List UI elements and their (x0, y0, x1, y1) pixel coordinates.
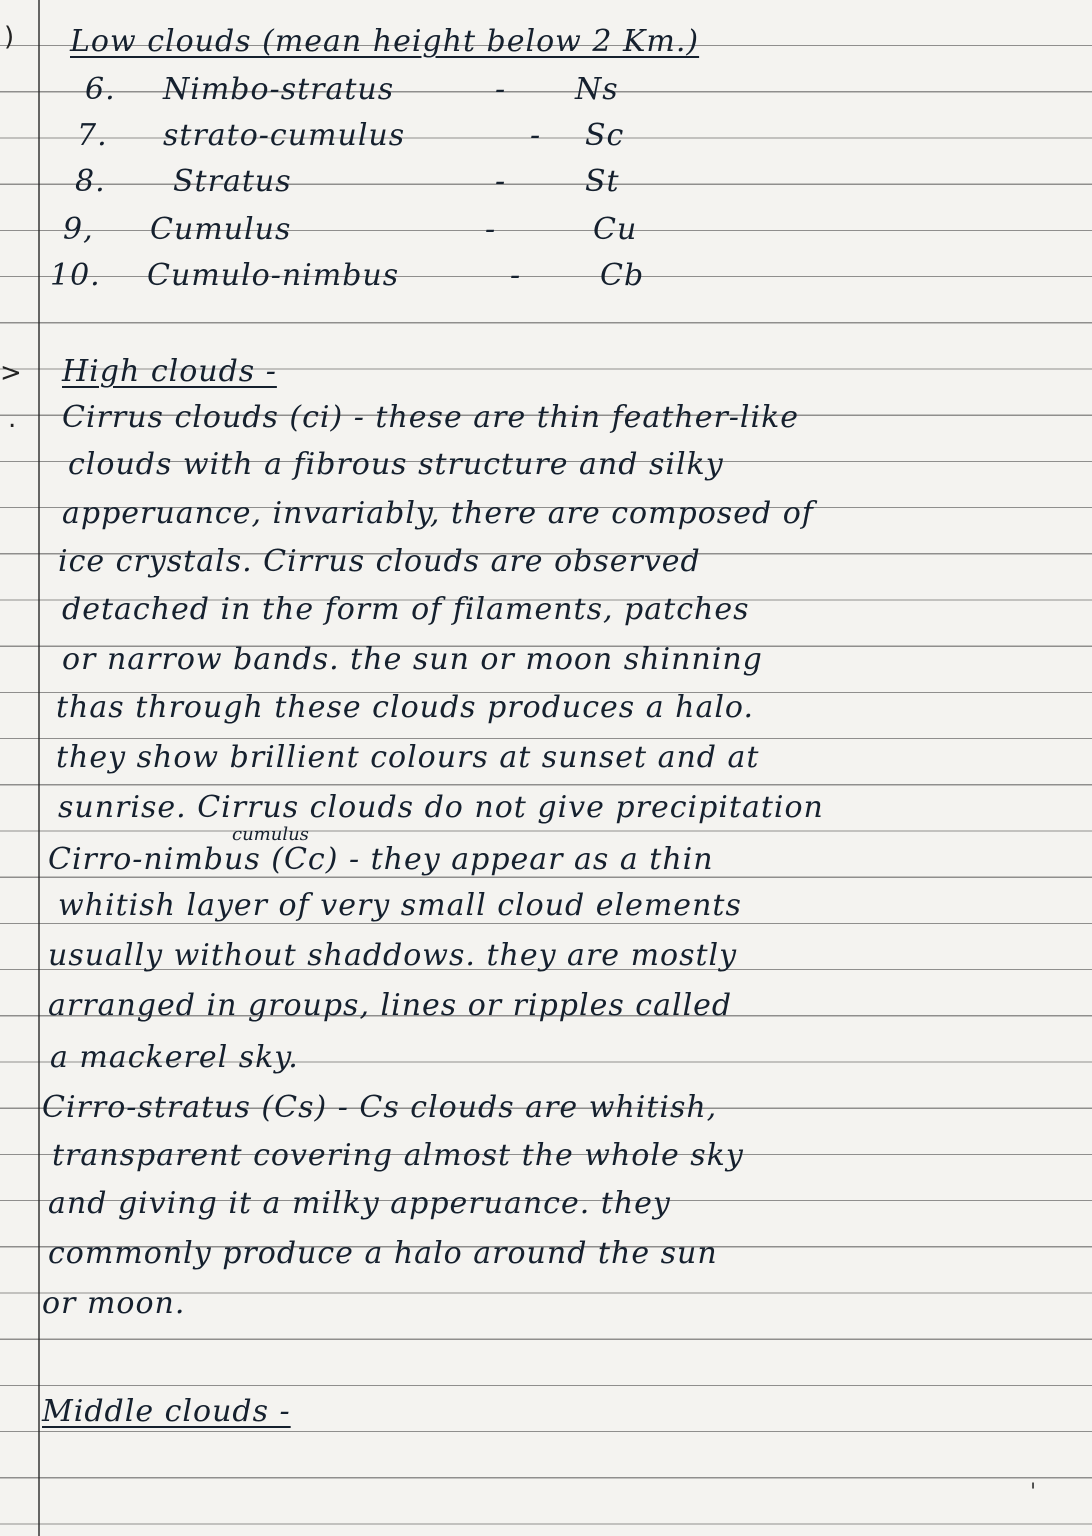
margin-dot-mark: . (8, 404, 17, 434)
row-dash: - (530, 118, 542, 153)
table-row (45, 208, 1072, 252)
margin-line (38, 0, 40, 1536)
row-number: 9, (63, 212, 94, 247)
row-number: 6. (85, 72, 116, 107)
high-clouds-heading-line (62, 350, 1072, 394)
cloud-abbreviation: Ns (575, 72, 619, 107)
cloud-name: Cumulus (150, 212, 292, 247)
cloud-abbreviation: Sc (585, 118, 625, 153)
correction-note: cumulus (232, 824, 309, 845)
row-dash: - (485, 212, 497, 247)
table-row (45, 114, 1072, 158)
low-clouds-heading-line (70, 20, 1072, 64)
paragraph-line: sunrise. Cirrus clouds do not give precipitation (58, 790, 824, 825)
paragraph-line: thas through these clouds produces a halo. (56, 690, 755, 725)
margin-arrow-mark: > (0, 358, 22, 388)
row-number: 10. (50, 258, 101, 293)
margin-bracket-mark: ) (4, 22, 15, 52)
paragraph-line: they show brillient colours at sunset and at (56, 740, 760, 775)
table-row (45, 160, 1072, 204)
cloud-name: Nimbo-stratus (163, 72, 395, 107)
paragraph-line: Cirro-nimbus (Cc) - they appear as a thin (48, 842, 714, 877)
row-number: 8. (75, 164, 106, 199)
cloud-name: strato-cumulus (163, 118, 406, 153)
row-dash: - (495, 164, 507, 199)
paragraph-line: usually without shaddows. they are mostly (48, 938, 738, 973)
cloud-name: Stratus (173, 164, 292, 199)
middle-clouds-heading: Middle clouds - (42, 1394, 291, 1429)
middle-clouds-heading-line (42, 1390, 1072, 1434)
low-clouds-heading: Low clouds (mean height below 2 Km.) (70, 24, 700, 59)
paragraph-line: or moon. (42, 1286, 186, 1321)
cloud-abbreviation: St (585, 164, 620, 199)
cloud-abbreviation: Cb (600, 258, 645, 293)
paragraph-line: Cirro-stratus (Cs) - Cs clouds are whitish, (42, 1090, 718, 1125)
paragraph-line: or narrow bands. the sun or moon shinning (62, 642, 763, 677)
row-dash: - (510, 258, 522, 293)
row-dash: - (495, 72, 507, 107)
paragraph-line: commonly produce a halo around the sun (48, 1236, 718, 1271)
high-clouds-heading: High clouds - (62, 354, 277, 389)
cloud-name: Cumulo-nimbus (147, 258, 400, 293)
paragraph-line: and giving it a milky apperuance. they (48, 1186, 671, 1221)
cloud-abbreviation: Cu (593, 212, 638, 247)
paragraph-line: arranged in groups, lines or ripples called (48, 988, 733, 1023)
paragraph-line: detached in the form of filaments, patches (62, 592, 750, 627)
paragraph-line: clouds with a fibrous structure and silky (68, 447, 724, 482)
paragraph-line: ice crystals. Cirrus clouds are observed (58, 544, 701, 579)
pen-tick-mark: ' (1030, 1480, 1037, 1505)
paragraph-line: a mackerel sky. (50, 1040, 299, 1075)
paragraph-line: Cirrus clouds (ci) - these are thin feather-like (62, 400, 800, 435)
table-row (45, 68, 1072, 112)
row-number: 7. (77, 118, 108, 153)
table-row (45, 254, 1072, 298)
paragraph-line: whitish layer of very small cloud elements (58, 888, 742, 923)
paragraph-line: apperuance, invariably, there are composed of (62, 496, 814, 531)
paragraph-line: transparent covering almost the whole sky (52, 1138, 744, 1173)
